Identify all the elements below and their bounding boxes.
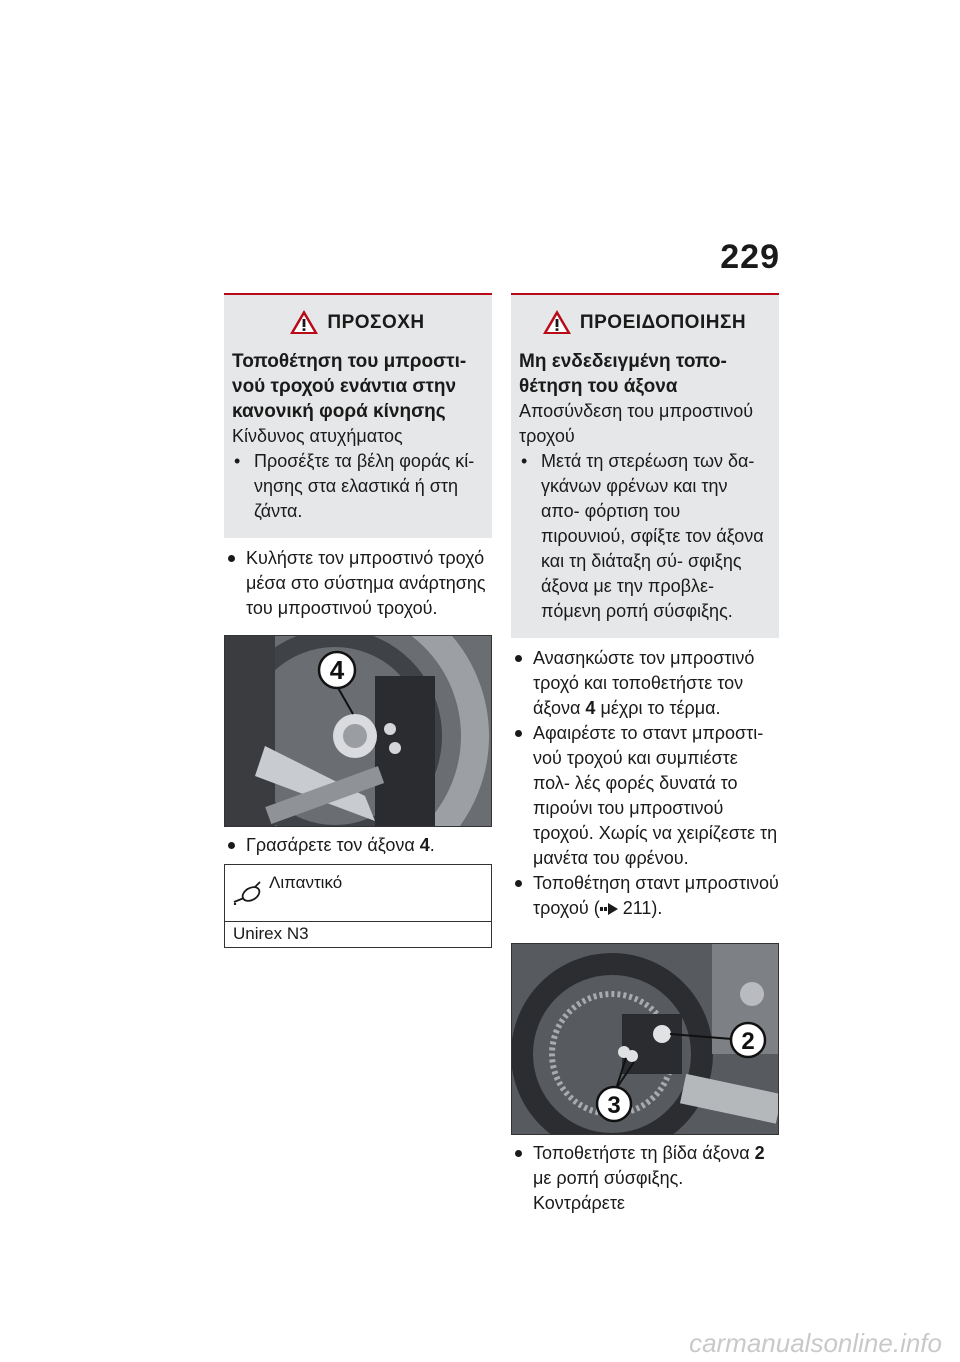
step-roll-wheel: Κυλήστε τον μπροστινό τροχό μέσα στο σύστημα ανάρτησης του μπροστινού τροχού. [224,546,492,621]
watermark: carmanualsonline.info [689,1328,942,1358]
step-remove-stand: Αφαιρέστε το σταντ μπροστι- νού τροχού και συμπιέστε πολ- λές φορές δυνατά το πιρούνι του μπροστινού τροχού. Χωρίς να χειρίζεστε τη μανέτα του φρένου. [511,721,779,871]
step-stand-text: Τοποθέτηση σταντ μπροστινού τροχού ( [533,873,779,918]
page-reference[interactable]: 211 [622,898,652,918]
warning-description: Αποσύνδεση του μπροστινού τροχού [519,401,754,446]
warning-title: ΠΡΟΕΙΔΟΠΟΙΗΣΗ [579,311,747,333]
reference-arrow-icon [600,903,618,915]
lubricant-oilcan-icon [231,879,263,905]
axle-photo-illustration [225,636,492,827]
caution-title: ΠΡΟΣΟΧΗ [327,311,425,333]
left-column [224,293,492,948]
step-grease-end: . [429,835,435,855]
step-stand-end: ). [651,898,663,918]
right-column [511,293,779,1216]
caution-description: Κίνδυνος ατυχήματος [232,426,403,446]
lubricant-value: Unirex N3 [233,924,309,943]
axle-bolt-photo-illustration [512,944,779,1135]
page-number: 229 [720,238,780,276]
left-steps-a [224,546,492,621]
step-bolt-text: Τοποθετήστε τη βίδα άξονα [533,1143,750,1163]
warning-bullet: • Μετά τη στερέωση των δα- γκάνων φρένων και την απο- φόρτιση του πιρουνιού, σφίξτε τον άξονα και τη διάταξη σύ- σφιξης άξονα με την προβλε- πόμενη ροπή σύσφιξης. [519,449,769,624]
step-lift-end: μέχρι το τέρμα. [600,698,721,718]
photo-callout-2: 2 [741,1028,755,1055]
step-grease-axle-number: 4 [419,835,430,855]
step-stand-reference [511,871,779,921]
axle-bolt-photo [511,943,779,1135]
step-lift-text: Ανασηκώστε τον μπροστινό τροχό και τοποθετήστε τον άξονα [533,648,755,718]
lubricant-header [225,865,491,922]
lubricant-table [224,864,492,948]
warning-box [511,293,779,638]
warning-header [519,309,769,335]
step-bolt-number: 2 [754,1143,765,1163]
caution-bullet: • Προσέξτε τα βέλη φοράς κί- νησης στα ελαστικά ή στη ζάντα. [232,449,482,524]
step-lift-axle-number: 4 [585,698,596,718]
caution-subtitle: Τοποθέτηση του μπροστι- νού τροχού ενάντια στην κανονική φορά κίνησης [232,351,467,422]
lubricant-label: Λιπαντικό [269,873,343,892]
caution-box [224,293,492,538]
step-grease-text: Γρασάρετε τον άξονα [246,835,415,855]
caution-header [232,309,482,335]
step-lift-wheel [511,646,779,721]
warning-subtitle: Μη ενδεδειγμένη τοπο- θέτηση του άξονα [519,351,727,397]
left-steps-b [224,833,492,858]
photo-callout-3: 3 [607,1092,621,1119]
warning-triangle-icon [289,309,319,335]
right-steps-b [511,1141,779,1216]
photo-callout-4: 4 [329,655,345,685]
right-steps-a [511,646,779,921]
step-install-axle-bolt [511,1141,779,1216]
step-grease-axle [224,833,492,858]
axle-photo [224,635,492,827]
step-bolt-end: με ροπή σύσφιξης. Κοντράρετε [533,1168,684,1213]
warning-triangle-icon [542,309,572,335]
